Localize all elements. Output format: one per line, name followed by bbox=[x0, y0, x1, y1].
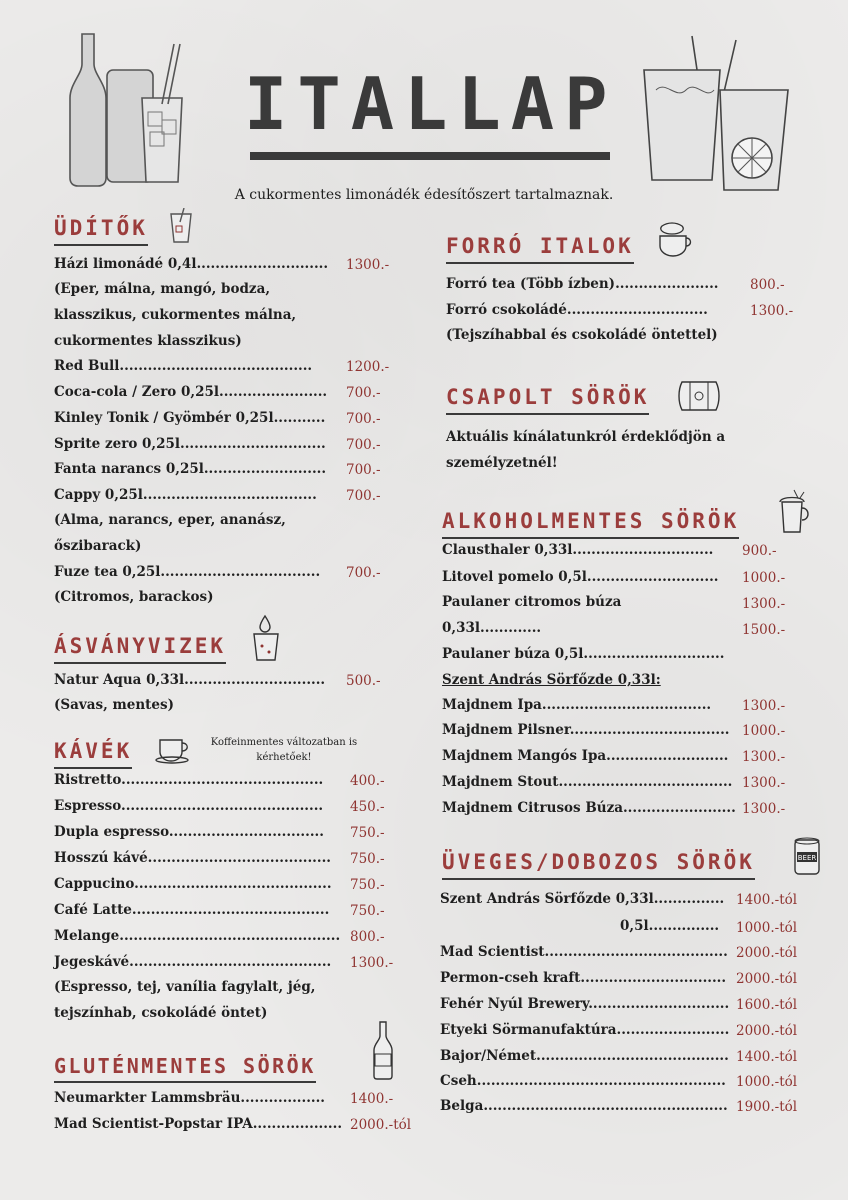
subtitle-note: A cukormentes limonádék édesítőszert tartalmaznak. bbox=[234, 187, 614, 203]
svg-text:BEER: BEER bbox=[797, 854, 817, 862]
menu-item-price: 700.- bbox=[346, 462, 381, 478]
menu-item: Espresso........................................... bbox=[54, 798, 324, 814]
menu-item-price: 1300.- bbox=[350, 955, 394, 971]
menu-item: Házi limonádé 0,4l............................ bbox=[54, 256, 329, 272]
menu-item-price: 1300.- bbox=[742, 698, 786, 714]
menu-item: Clausthaler 0,33l.............................. bbox=[442, 542, 714, 558]
menu-item: Cseh..................................................... bbox=[440, 1073, 726, 1089]
menu-item: Cappy 0,25l..................................... bbox=[54, 487, 317, 503]
menu-item-price: 800.- bbox=[350, 929, 385, 945]
heading-uditok: ÜDÍTŐK bbox=[54, 218, 148, 246]
heading-csapolt: CSAPOLT SÖRÖK bbox=[446, 387, 649, 415]
menu-item: Forró csokoládé.............................. bbox=[446, 302, 708, 318]
menu-item: Permon-cseh kraft............................... bbox=[440, 970, 727, 986]
menu-item: Paulaner citromos búza bbox=[442, 594, 622, 610]
menu-item-desc: (Citromos, barackos) bbox=[54, 589, 214, 605]
decaf-note: Koffeinmentes változatban is kérhetőek! bbox=[210, 737, 358, 763]
menu-item-price: 1000.- bbox=[742, 570, 786, 586]
menu-item: Natur Aqua 0,33l.............................. bbox=[54, 672, 326, 688]
csapolt-desc: Aktuális kínálatunkról érdeklődjön a személyzetnél! bbox=[446, 429, 726, 471]
menu-item-price: 1300.- bbox=[742, 749, 786, 765]
menu-item-price: 750.- bbox=[350, 851, 385, 867]
menu-item: Mad Scientist-Popstar IPA................... bbox=[54, 1116, 343, 1132]
menu-item: Szent András Sörfőzde 0,33l............... bbox=[440, 891, 725, 907]
beer-glass-icon bbox=[774, 488, 814, 536]
menu-item-desc: (Espresso, tej, vanília fagylalt, jég, tejszínhab, csokoládé öntet) bbox=[54, 979, 316, 1021]
menu-item-price: 1400.- bbox=[350, 1091, 394, 1107]
menu-item: Jegeskávé........................................... bbox=[54, 954, 332, 970]
menu-item-price: 450.- bbox=[350, 799, 385, 815]
menu-item: Neumarkter Lammsbräu.................. bbox=[54, 1090, 326, 1106]
menu-item: Fanta narancs 0,25l.......................... bbox=[54, 461, 327, 477]
menu-item-price: 750.- bbox=[350, 877, 385, 893]
menu-item: Fuze tea 0,25l.................................. bbox=[54, 564, 321, 580]
menu-item-desc: (Alma, narancs, eper, ananász, őszibarack) bbox=[54, 512, 286, 554]
menu-item: Majdnem Ipa.................................... bbox=[442, 697, 712, 713]
menu-item: Belga.................................................... bbox=[440, 1098, 728, 1114]
menu-item-price: 700.- bbox=[346, 411, 381, 427]
brewery-subheading: Szent András Sörfőzde 0,33l: bbox=[442, 672, 661, 688]
menu-item-price: 750.- bbox=[350, 903, 385, 919]
ice-drinks-icon bbox=[636, 30, 796, 195]
menu-item: Paulaner búza 0,5l.............................. bbox=[442, 646, 725, 662]
menu-item-desc: (Savas, mentes) bbox=[54, 697, 174, 713]
menu-item-price: 1500.- bbox=[742, 622, 786, 638]
menu-item: Melange............................................... bbox=[54, 928, 341, 944]
menu-item-price: 1400.-tól bbox=[736, 892, 798, 908]
menu-item: Majdnem Citrusos Búza........................ bbox=[442, 800, 736, 816]
menu-item: Café Latte.......................................... bbox=[54, 902, 330, 918]
menu-item: Majdnem Stout..................................... bbox=[442, 774, 733, 790]
menu-item-price: 1300.- bbox=[346, 257, 390, 273]
menu-item-desc: (Eper, málna, mangó, bodza, klasszikus, cukormentes málna, cukormentes klasszikus) bbox=[54, 281, 297, 349]
heading-asvanyvizek: ÁSVÁNYVIZEK bbox=[54, 636, 226, 664]
menu-item-price: 1000.-tól bbox=[736, 1074, 798, 1090]
menu-item: Coca-cola / Zero 0,25l....................... bbox=[54, 384, 328, 400]
water-glass-icon bbox=[252, 614, 280, 662]
menu-item-price: 1000.- bbox=[742, 723, 786, 739]
menu-item-price: 750.- bbox=[350, 825, 385, 841]
menu-item: Bajor/Német......................................... bbox=[440, 1048, 729, 1064]
menu-item-price: 1900.-tól bbox=[736, 1099, 798, 1115]
menu-item: Cappucino.......................................... bbox=[54, 876, 332, 892]
menu-item-price: 1200.- bbox=[346, 359, 390, 375]
menu-item-price: 1300.- bbox=[750, 303, 794, 319]
menu-item: Sprite zero 0,25l............................... bbox=[54, 436, 326, 452]
menu-item-price: 2000.-tól bbox=[350, 1117, 412, 1133]
menu-item-desc: (Tejszíhabbal és csokoládé öntettel) bbox=[446, 327, 718, 343]
menu-item: Kinley Tonik / Gyömbér 0,25l........... bbox=[54, 410, 326, 426]
cola-bottle-icon bbox=[62, 28, 212, 188]
menu-item-price: 1300.- bbox=[742, 775, 786, 791]
menu-item: Forró tea (Több ízben)...................... bbox=[446, 276, 719, 292]
title-underline bbox=[250, 152, 610, 160]
menu-item-price: 800.- bbox=[750, 277, 785, 293]
beer-bottle-icon bbox=[372, 1020, 394, 1080]
heading-alkoholmentes: ALKOHOLMENTES SÖRÖK bbox=[442, 511, 739, 539]
heading-glutenmentes: GLUTÉNMENTES SÖRÖK bbox=[54, 1056, 316, 1083]
menu-item: Etyeki Sörmanufaktúra........................ bbox=[440, 1022, 730, 1038]
hot-chocolate-icon bbox=[654, 222, 694, 260]
menu-item: Litovel pomelo 0,5l............................ bbox=[442, 569, 719, 585]
menu-item: Hosszú kávé....................................... bbox=[54, 850, 331, 866]
menu-item: Ristretto........................................... bbox=[54, 772, 324, 788]
menu-item: 0,33l............. bbox=[442, 620, 542, 636]
coffee-cup-icon bbox=[154, 734, 194, 764]
menu-item-price: 900.- bbox=[742, 543, 777, 559]
menu-item: Red Bull......................................... bbox=[54, 358, 313, 374]
menu-item: Mad Scientist....................................... bbox=[440, 944, 728, 960]
menu-item-price: 1600.-tól bbox=[736, 997, 798, 1013]
menu-item-price: 700.- bbox=[346, 437, 381, 453]
menu-item-price: 1300.- bbox=[742, 596, 786, 612]
menu-item-price: 1400.-tól bbox=[736, 1049, 798, 1065]
menu-item: Majdnem Mangós Ipa.......................... bbox=[442, 748, 729, 764]
menu-item-price: 2000.-tól bbox=[736, 971, 798, 987]
menu-item-price: 400.- bbox=[350, 773, 385, 789]
menu-item: Fehér Nyúl Brewery.............................. bbox=[440, 996, 730, 1012]
menu-item-price: 2000.-tól bbox=[736, 945, 798, 961]
menu-item-price: 700.- bbox=[346, 385, 381, 401]
beer-can-icon bbox=[792, 836, 822, 878]
menu-item-price: 1000.-tól bbox=[736, 920, 798, 936]
page-title: ITALLAP bbox=[244, 62, 618, 146]
menu-item-price: 1300.- bbox=[742, 801, 786, 817]
heading-kavek: KÁVÉK bbox=[54, 741, 132, 769]
menu-item-price: 500.- bbox=[346, 673, 381, 689]
lemonade-glass-icon bbox=[168, 208, 194, 244]
menu-item-price: 2000.-tól bbox=[736, 1023, 798, 1039]
menu-item: Majdnem Pilsner.................................. bbox=[442, 722, 730, 738]
heading-forro: FORRÓ ITALOK bbox=[446, 236, 634, 264]
menu-item: 0,5l............... bbox=[620, 918, 720, 934]
menu-item-price: 700.- bbox=[346, 565, 381, 581]
menu-item-price: 700.- bbox=[346, 488, 381, 504]
heading-uveges: ÜVEGES/DOBOZOS SÖRÖK bbox=[442, 852, 755, 880]
menu-item: Dupla espresso................................. bbox=[54, 824, 324, 840]
barrel-icon bbox=[676, 378, 722, 414]
